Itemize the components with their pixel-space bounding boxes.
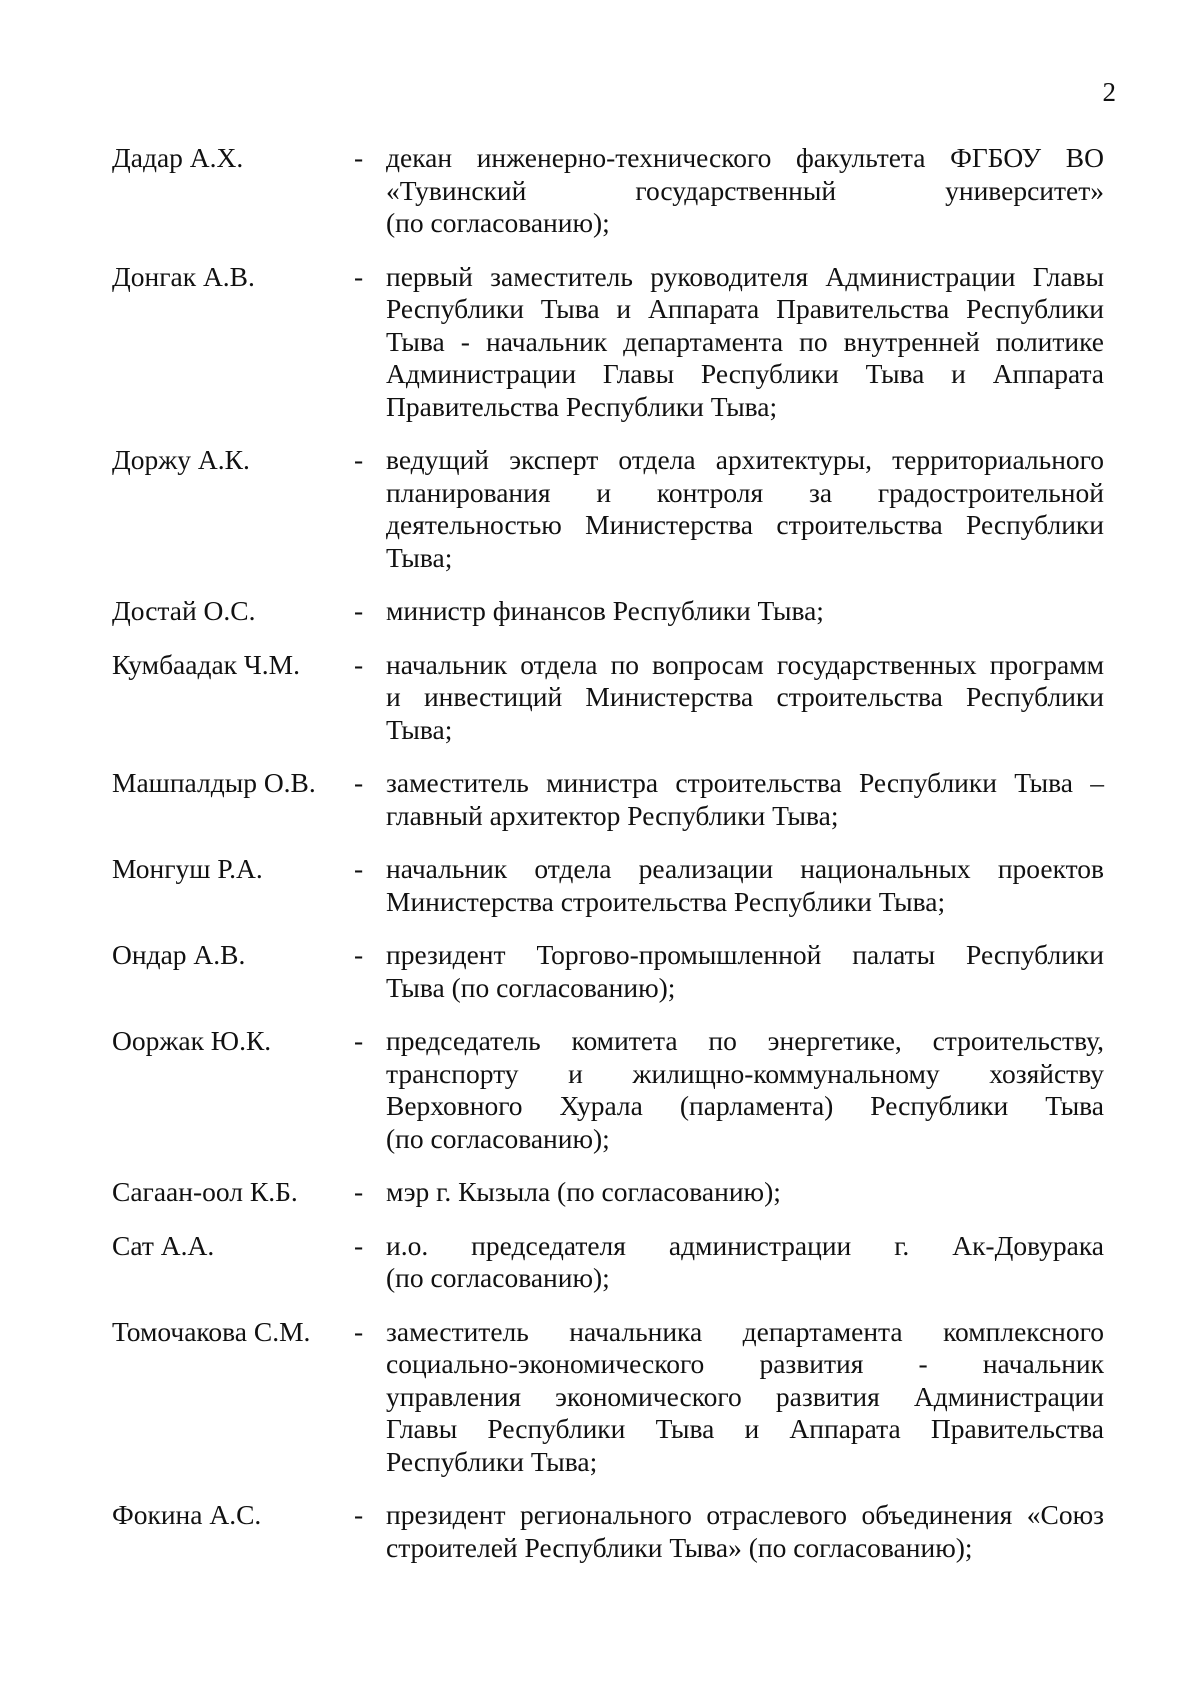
member-entry — [112, 142, 1104, 240]
position-line: (по согласованию); — [386, 207, 610, 238]
dash-separator: - — [354, 595, 364, 626]
member-position — [386, 1499, 1104, 1564]
position-line: деятельностью Министерства строительства Республики — [386, 509, 1104, 540]
position-line: заместитель начальника департамента комплексного — [386, 1315, 1104, 1347]
position-line: Министерства строительства Республики Тыва; — [386, 885, 946, 917]
position-line: строителей Республики Тыва» (по согласованию); — [386, 1531, 973, 1563]
member-name: Донгак А.В. — [112, 260, 255, 292]
member-position — [386, 261, 1104, 424]
member-position — [386, 1316, 1104, 1479]
dash-separator: - — [354, 1025, 364, 1056]
member-entry — [112, 649, 1104, 747]
member-name: Ооржак Ю.К. — [112, 1025, 272, 1056]
position-line: декан инженерно-технического факультета ФГБОУ ВО — [386, 142, 1104, 173]
dash-separator: - — [354, 1499, 364, 1530]
member-name: Кумбаадак Ч.М. — [112, 648, 300, 680]
member-name: Достай О.С. — [112, 595, 256, 626]
dash-separator: - — [354, 767, 364, 798]
dash-separator: - — [354, 939, 364, 970]
position-line: Тыва; — [386, 713, 453, 745]
member-entry — [112, 853, 1104, 918]
member-position — [386, 595, 1104, 628]
position-line: (по согласованию); — [386, 1122, 610, 1154]
dash-separator: - — [354, 1176, 364, 1207]
member-entry — [112, 1176, 1104, 1209]
position-line: социально-экономического развития - начальник — [386, 1348, 1104, 1379]
position-line: президент регионального отраслевого объединения «Союз — [386, 1499, 1104, 1530]
position-line: Главы Республики Тыва и Аппарата Правительства — [386, 1413, 1104, 1444]
position-line: и инвестиций Министерства строительства Республики — [386, 681, 1104, 712]
dash-separator: - — [354, 1229, 364, 1261]
member-name: Томочакова С.М. — [112, 1315, 311, 1347]
member-entry — [112, 767, 1104, 832]
position-line: планирования и контроля за градостроительной — [386, 476, 1104, 508]
position-line: транспорту и жилищно-коммунальному хозяйству — [386, 1057, 1104, 1089]
dash-separator: - — [354, 853, 364, 884]
member-entry — [112, 444, 1104, 574]
member-entry — [112, 1499, 1104, 1564]
member-position — [386, 649, 1104, 747]
member-position — [386, 1176, 1104, 1209]
position-line: начальник отдела по вопросам государственных программ — [386, 648, 1104, 680]
member-position — [386, 142, 1104, 240]
member-name: Машпалдыр О.В. — [112, 767, 316, 798]
member-name: Сат А.А. — [112, 1229, 215, 1261]
position-line: Администрации Главы Республики Тыва и Аппарата — [386, 358, 1104, 389]
member-name: Сагаан-оол К.Б. — [112, 1176, 298, 1207]
position-line: председатель комитета по энергетике, строительству, — [386, 1025, 1104, 1056]
position-line: Тыва (по согласованию); — [386, 971, 676, 1003]
position-line: первый заместитель руководителя Администрации Главы — [386, 260, 1104, 292]
member-position — [386, 853, 1104, 918]
member-entry — [112, 1230, 1104, 1295]
position-line: президент Торгово-промышленной палаты Республики — [386, 939, 1104, 970]
dash-separator: - — [354, 1315, 364, 1347]
member-position — [386, 1025, 1104, 1155]
position-line: ведущий эксперт отдела архитектуры, территориального — [386, 444, 1104, 475]
position-line: министр финансов Республики Тыва; — [386, 595, 824, 626]
position-line: «Тувинский государственный университет» — [386, 174, 1104, 206]
position-line: управления экономического развития Администрации — [386, 1380, 1104, 1412]
dash-separator: - — [354, 648, 364, 680]
position-line: Республики Тыва; — [386, 1445, 598, 1477]
page-number: 2 — [1102, 77, 1116, 107]
dash-separator: - — [354, 260, 364, 292]
member-entry — [112, 261, 1104, 424]
position-line: Верховного Хурала (парламента) Республики Тыва — [386, 1090, 1104, 1121]
member-name: Фокина А.С. — [112, 1499, 262, 1530]
position-line: главный архитектор Республики Тыва; — [386, 799, 839, 831]
position-line: начальник отдела реализации национальных проектов — [386, 853, 1104, 884]
member-name: Монгуш Р.А. — [112, 853, 263, 884]
position-line: (по согласованию); — [386, 1262, 610, 1293]
member-position — [386, 1230, 1104, 1295]
member-position — [386, 767, 1104, 832]
position-line: Тыва; — [386, 541, 453, 573]
dash-separator: - — [354, 142, 364, 173]
member-entry — [112, 1316, 1104, 1479]
member-position — [386, 444, 1104, 574]
member-list — [112, 142, 1104, 1564]
member-entry — [112, 595, 1104, 628]
member-entry — [112, 939, 1104, 1004]
position-line: Правительства Республики Тыва; — [386, 390, 778, 422]
position-line: заместитель министра строительства Республики Тыва – — [386, 767, 1104, 798]
position-line: мэр г. Кызыла (по согласованию); — [386, 1176, 781, 1207]
member-entry — [112, 1025, 1104, 1155]
member-name: Ондар А.В. — [112, 939, 246, 970]
member-name: Доржу А.К. — [112, 444, 250, 475]
member-name: Дадар А.Х. — [112, 142, 244, 173]
position-line: Республики Тыва и Аппарата Правительства Республики — [386, 293, 1104, 324]
position-line: и.о. председателя администрации г. Ак-Довурака — [386, 1229, 1104, 1261]
dash-separator: - — [354, 444, 364, 475]
position-line: Тыва - начальник департамента по внутренней политике — [386, 325, 1104, 357]
member-position — [386, 939, 1104, 1004]
